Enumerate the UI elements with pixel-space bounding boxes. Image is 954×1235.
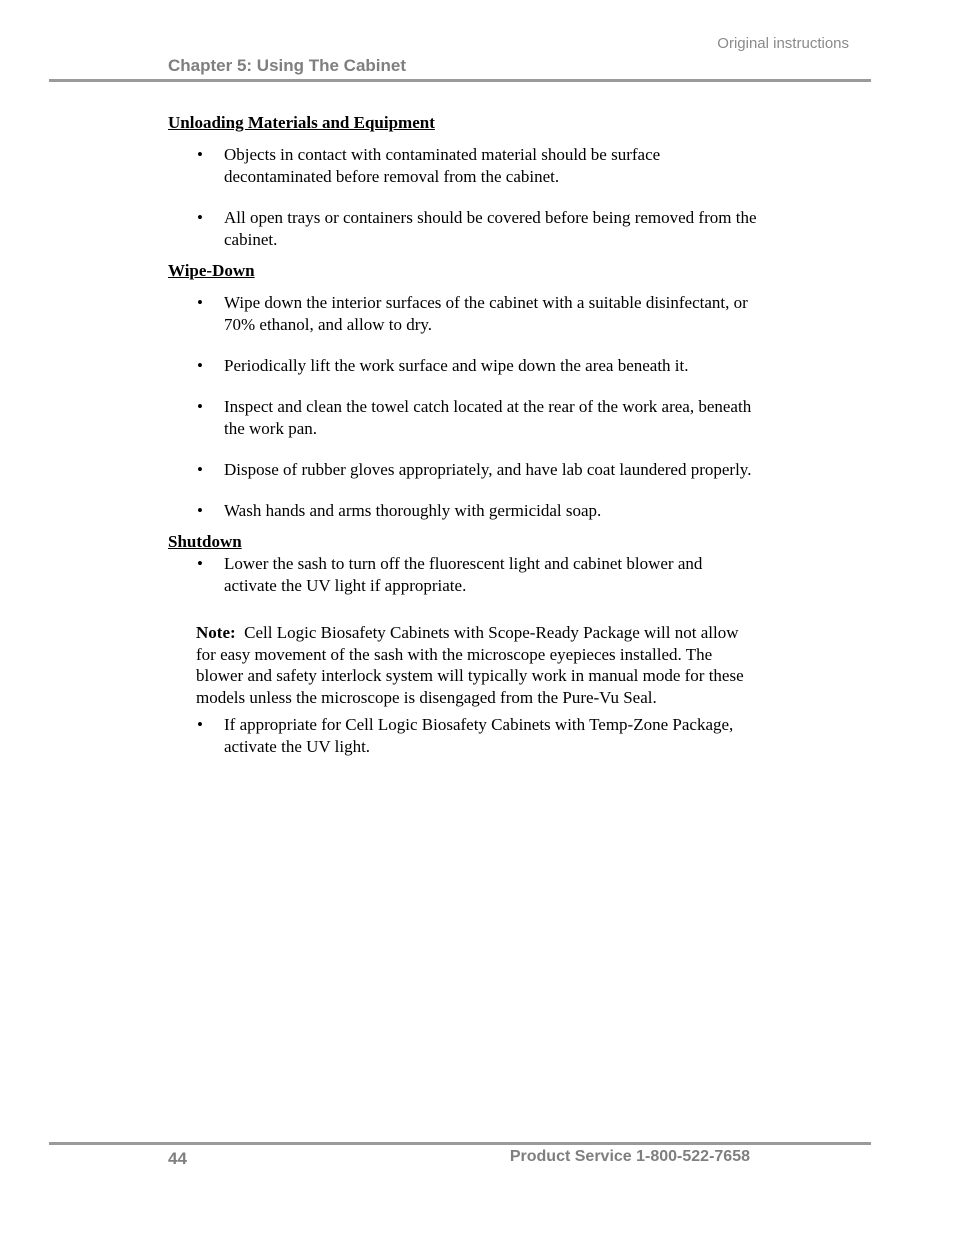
list-item-text: Periodically lift the work surface and wipe down the area beneath it.: [224, 356, 689, 375]
bullet-icon: •: [197, 397, 203, 416]
list-item-text: If appropriate for Cell Logic Biosafety Cabinets with Temp-Zone Package, activate the UV light.: [224, 715, 734, 756]
bullet-icon: •: [197, 145, 203, 164]
bullet-icon: •: [197, 715, 203, 734]
page-number: 44: [168, 1149, 187, 1168]
list-item-text: Wash hands and arms thoroughly with germicidal soap.: [224, 501, 602, 520]
section-heading-wipedown: Wipe-Down: [168, 261, 255, 280]
list-item-text: All open trays or containers should be covered before being removed from the cabinet.: [224, 208, 757, 249]
page-content: [168, 112, 758, 758]
bullet-icon: •: [197, 501, 203, 520]
list-item: [168, 207, 758, 251]
header-divider: [49, 79, 871, 82]
shutdown-list-continued: [168, 714, 758, 758]
shutdown-note: [196, 622, 758, 708]
header-note: Original instructions: [717, 35, 849, 52]
note-label: Note:: [196, 623, 236, 642]
chapter-title: Chapter 5: Using The Cabinet: [168, 56, 407, 75]
list-item: [168, 500, 758, 522]
list-item: [168, 355, 758, 377]
list-item: [168, 459, 758, 481]
bullet-icon: •: [197, 208, 203, 227]
section-heading-shutdown: Shutdown: [168, 532, 242, 551]
product-service-line: Product Service 1-800-522-7658: [509, 1148, 750, 1165]
bullet-icon: •: [197, 554, 203, 573]
list-item: [168, 292, 758, 336]
unloading-list: [168, 144, 758, 251]
list-item: [168, 553, 758, 597]
list-item: [168, 396, 758, 440]
footer-divider: [49, 1142, 871, 1145]
bullet-icon: •: [197, 460, 203, 479]
note-text: Cell Logic Biosafety Cabinets with Scope-Ready Package will not allow for easy movement of the sash with the microscope eyepieces installed. The blower and safety interlock system will typically work in manual mode for these models unless the microscope is disengaged from the Pure-Vu Seal.: [196, 623, 744, 707]
shutdown-list: [168, 553, 758, 597]
list-item: [168, 714, 758, 758]
list-item-text: Objects in contact with contaminated material should be surface decontaminated before removal from the cabinet.: [224, 145, 661, 186]
bullet-icon: •: [197, 293, 203, 312]
list-item-text: Wipe down the interior surfaces of the cabinet with a suitable disinfectant, or 70% ethanol, and allow to dry.: [224, 293, 748, 334]
bullet-icon: •: [197, 356, 203, 375]
list-item-text: Lower the sash to turn off the fluorescent light and cabinet blower and activate the UV light if appropriate.: [224, 554, 703, 595]
wipedown-list: [168, 292, 758, 522]
list-item-text: Dispose of rubber gloves appropriately, and have lab coat laundered properly.: [224, 460, 752, 479]
section-heading-unloading: Unloading Materials and Equipment: [168, 113, 435, 132]
list-item: [168, 144, 758, 188]
list-item-text: Inspect and clean the towel catch located at the rear of the work area, beneath the work pan.: [224, 397, 752, 438]
